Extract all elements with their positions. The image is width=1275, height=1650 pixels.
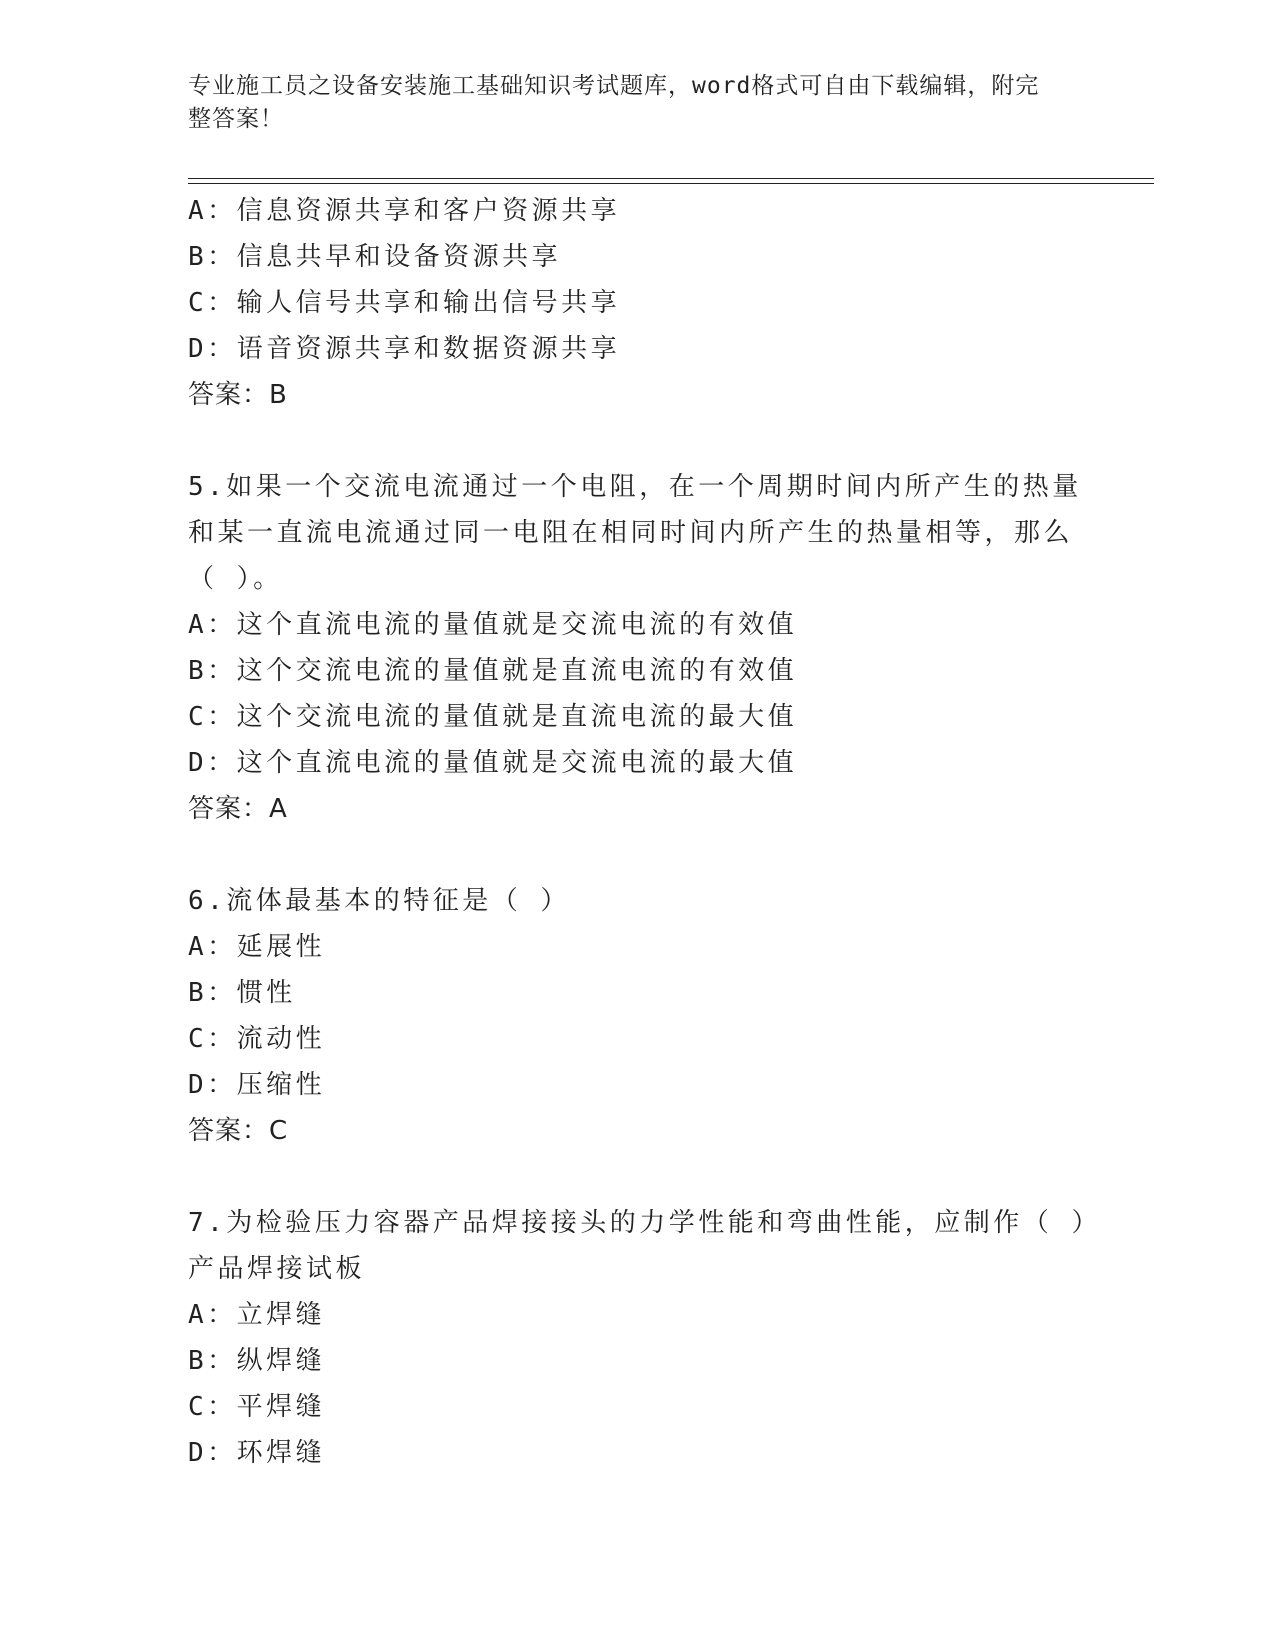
question-stem-line: 6.流体最基本的特征是（ ） xyxy=(188,886,570,916)
question-stem-line: （ ）。 xyxy=(188,564,283,594)
question-content xyxy=(188,188,1101,1476)
header-divider-top xyxy=(188,178,1154,179)
option-c: C：这个交流电流的量值就是直流电流的最大值 xyxy=(188,702,798,732)
question-stem-line: 5.如果一个交流电流通过一个电阻，在一个周期时间内所产生的热量 xyxy=(188,472,1082,502)
question-5 xyxy=(188,464,1088,832)
spacer xyxy=(188,1154,1088,1200)
answer-line: 答案：A xyxy=(188,794,288,824)
header-divider-bottom xyxy=(188,183,1154,184)
question-stem-line: 和某一直流电流通过同一电阻在相同时间内所产生的热量相等，那么 xyxy=(188,518,1074,548)
header-title-line-1: 专业施工员之设备安装施工基础知识考试题库，word格式可自由下载编辑，附完 xyxy=(188,73,1040,99)
option-c: C：流动性 xyxy=(188,1024,326,1054)
option-a: A：这个直流电流的量值就是交流电流的有效值 xyxy=(188,610,798,640)
option-a: A：信息资源共享和客户资源共享 xyxy=(188,196,621,226)
answer-line: 答案：C xyxy=(188,1116,289,1146)
option-b: B：信息共早和设备资源共享 xyxy=(188,242,562,272)
page-header xyxy=(188,70,1068,136)
question-stem-line: 7.为检验压力容器产品焊接接头的力学性能和弯曲性能，应制作（ ） xyxy=(188,1208,1101,1238)
question-4 xyxy=(188,188,1088,418)
option-b: B：这个交流电流的量值就是直流电流的有效值 xyxy=(188,656,798,686)
question-6 xyxy=(188,878,1088,1154)
question-stem-line: 产品焊接试板 xyxy=(188,1254,366,1284)
option-d: D：压缩性 xyxy=(188,1070,326,1100)
option-b: B：纵焊缝 xyxy=(188,1346,326,1376)
spacer xyxy=(188,418,1088,464)
spacer xyxy=(188,832,1088,878)
option-a: A：延展性 xyxy=(188,932,326,962)
question-7 xyxy=(188,1200,1101,1476)
answer-line: 答案：B xyxy=(188,380,288,410)
header-title-line-2: 整答案！ xyxy=(188,106,284,132)
option-c: C：输人信号共享和输出信号共享 xyxy=(188,288,621,318)
option-d: D：语音资源共享和数据资源共享 xyxy=(188,334,621,364)
option-b: B：惯性 xyxy=(188,978,296,1008)
option-c: C：平焊缝 xyxy=(188,1392,326,1422)
option-d: D：环焊缝 xyxy=(188,1438,326,1468)
option-d: D：这个直流电流的量值就是交流电流的最大值 xyxy=(188,748,798,778)
option-a: A：立焊缝 xyxy=(188,1300,326,1330)
